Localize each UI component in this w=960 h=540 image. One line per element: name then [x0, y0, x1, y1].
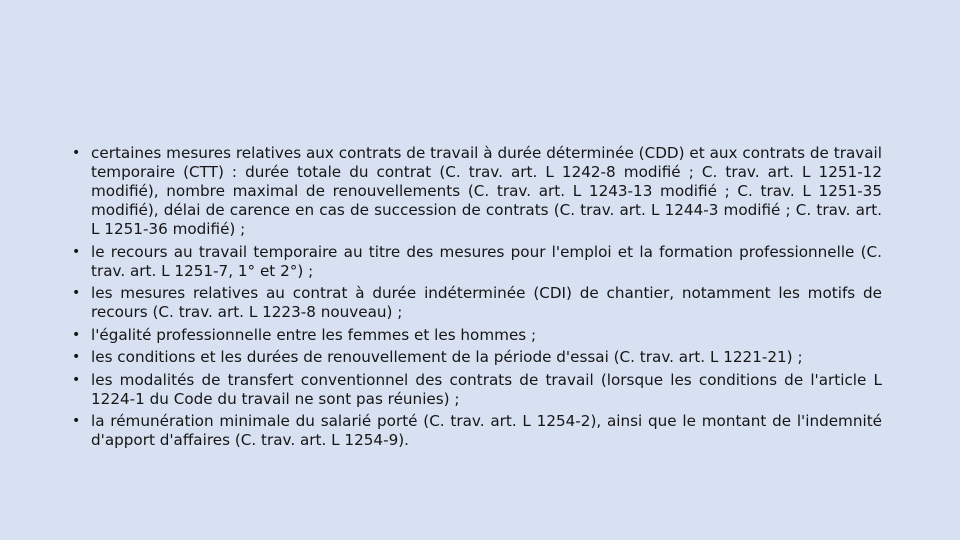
bullet-icon: • [72, 243, 81, 260]
list-item-text: les modalités de transfert conventionnel des contrats de travail (lorsque les conditions de l'article L 1224-1 du Code du travail ne sont pas réunies) ; [91, 370, 882, 408]
list-item [72, 371, 882, 409]
bullet-icon: • [72, 349, 81, 365]
bullet-icon: • [72, 145, 81, 161]
list-item-text: les mesures relatives au contrat à durée indéterminée (CDI) de chantier, notamment les motifs de recours (C. trav. art. L 1223-8 nouveau) ; [91, 284, 882, 321]
list-item [72, 412, 882, 450]
bullet-icon: • [72, 285, 81, 301]
list-item-text: certaines mesures relatives aux contrats de travail à durée déterminée (CDD) et aux contrats de travail temporaire (CTT) : durée totale du contrat (C. trav. art. L 1242-8 modifié ; C. trav. art. L 1251-12 modifié), nombre maximal de renouvellements (C. trav. art. L 1243-13 modifié ; C. trav. L 1251-35 modifié), délai de carence en cas de succession de contrats (C. trav. art. L 1244-3 modifié ; C. trav. art. L 1251-36 modifié) ; [91, 144, 882, 238]
list-item [72, 243, 882, 281]
list-item [72, 326, 882, 345]
list-item [72, 284, 882, 322]
bullet-icon: • [72, 413, 81, 429]
list-item-text: l'égalité professionnelle entre les femmes et les hommes ; [91, 325, 537, 344]
bullet-icon: • [72, 326, 81, 343]
list-item-text: la rémunération minimale du salarié porté (C. trav. art. L 1254-2), ainsi que le montant de l'indemnité d'apport d'affaires (C. trav. art. L 1254-9). [91, 412, 882, 449]
list-item-text: le recours au travail temporaire au titre des mesures pour l'emploi et la formation professionnelle (C. trav. art. L 1251-7, 1° et 2°) ; [91, 242, 882, 280]
bullet-list [72, 144, 882, 454]
bullet-icon: • [72, 371, 81, 388]
list-item [72, 144, 882, 239]
list-item [72, 348, 882, 367]
list-item-text: les conditions et les durées de renouvellement de la période d'essai (C. trav. art. L 1221-21) ; [91, 348, 803, 366]
